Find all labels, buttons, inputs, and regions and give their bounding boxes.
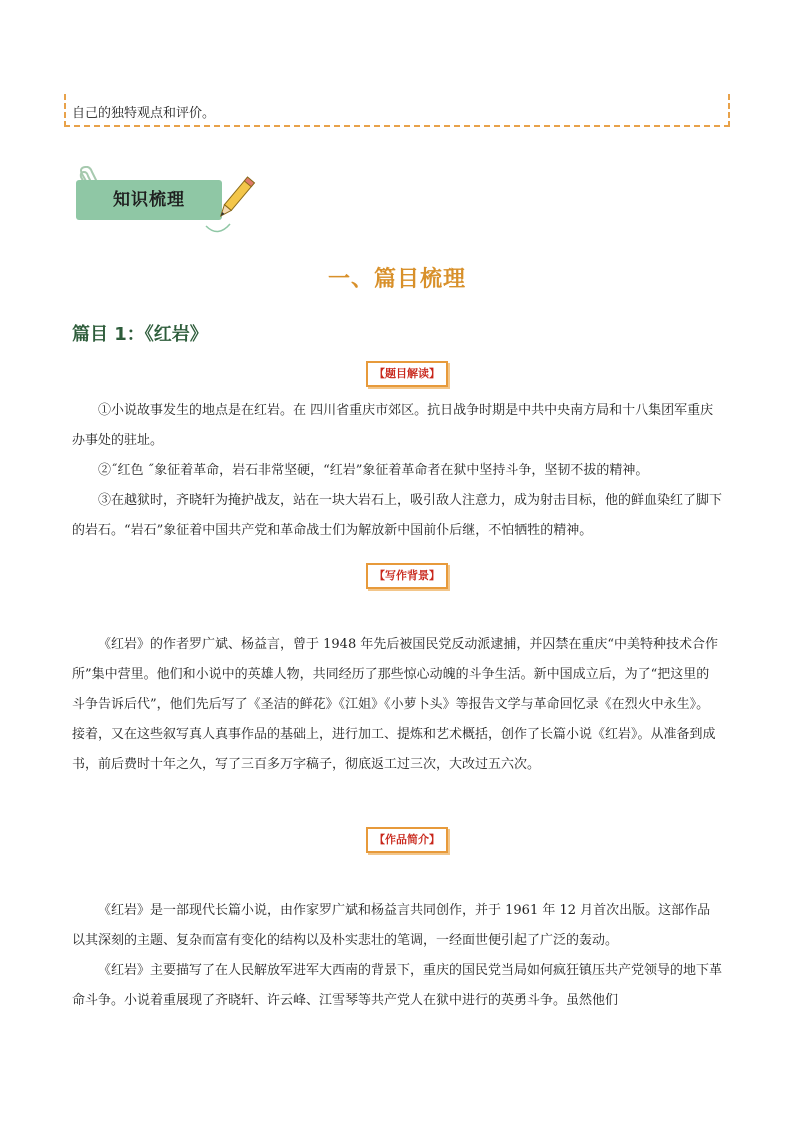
section-title: 一、篇目梳理 [327, 267, 466, 292]
interpretation-p1: ①小说故事发生的地点是在红岩。在 四川省重庆市郊区。抗日战争时期是中共中央南方局和十八集团军重庆办事处的驻址。 [72, 403, 714, 448]
tag-intro: 【作品简介】 [366, 827, 448, 853]
badge-label: 知识梳理 [76, 180, 222, 220]
background-p1: 《红岩》的作者罗广斌、杨益言，曾于 1948 年先后被国民党反动派逮捕，并囚禁在重庆“中美特种技术合作所”集中营里。他们和小说中的英雄人物，共同经历了那些惊心动魄的斗争生活。新中国成立后，为了“把这里的斗争告诉后代”，他们先后写了《圣洁的鲜花》《江姐》《小萝卜头》等报告文学与革命回忆录《在烈火中永生》。接着，又在这些叙写真人真事作品的基础上，进行加工、提炼和艺术概括，创作了长篇小说《红岩》。从准备到成书，前后费时十年之久，写了三百多万字稿子，彻底返工过三次，大改过五六次。 [72, 637, 718, 772]
knowledge-badge [72, 166, 262, 236]
intro-p2: 《红岩》主要描写了在人民解放军进军大西南的背景下，重庆的国民党当局如何疯狂镇压共产党领导的地下革命斗争。小说着重展现了齐晓轩、许云峰、江雪琴等共产党人在狱中进行的英勇斗争。虽然他们 [72, 963, 723, 1008]
intro-paragraphs [72, 896, 722, 1016]
interpretation-p3: ③在越狱时，齐晓轩为掩护战友，站在一块大岩石上，吸引敌人注意力，成为射击目标，他的鲜血染红了脚下的岩石。“岩石”象征着中国共产党和革命战士们为解放新中国前仆后继，不怕牺牲的精神。 [72, 493, 723, 538]
interpretation-p2: ②˝红色 ˝象征着革命，岩石非常坚硬，“红岩”象征着革命者在狱中坚持斗争，坚韧不拔的精神。 [98, 463, 649, 478]
tag-background: 【写作背景】 [366, 563, 448, 589]
tag-interpretation: 【题目解读】 [366, 361, 448, 387]
top-box-text: 自己的独特观点和评价。 [72, 106, 216, 121]
pencil-icon [204, 166, 264, 236]
background-paragraphs [72, 630, 722, 780]
top-dashed-box [64, 94, 730, 127]
intro-p1: 《红岩》是一部现代长篇小说，由作家罗广斌和杨益言共同创作，并于 1961 年 12 月首次出版。这部作品以其深刻的主题、复杂而富有变化的结构以及朴实悲壮的笔调，一经面世便引起了广泛的轰动。 [72, 903, 711, 948]
subhead-title: 篇目 1：《红岩》 [72, 324, 208, 345]
interpretation-paragraphs [72, 396, 722, 546]
